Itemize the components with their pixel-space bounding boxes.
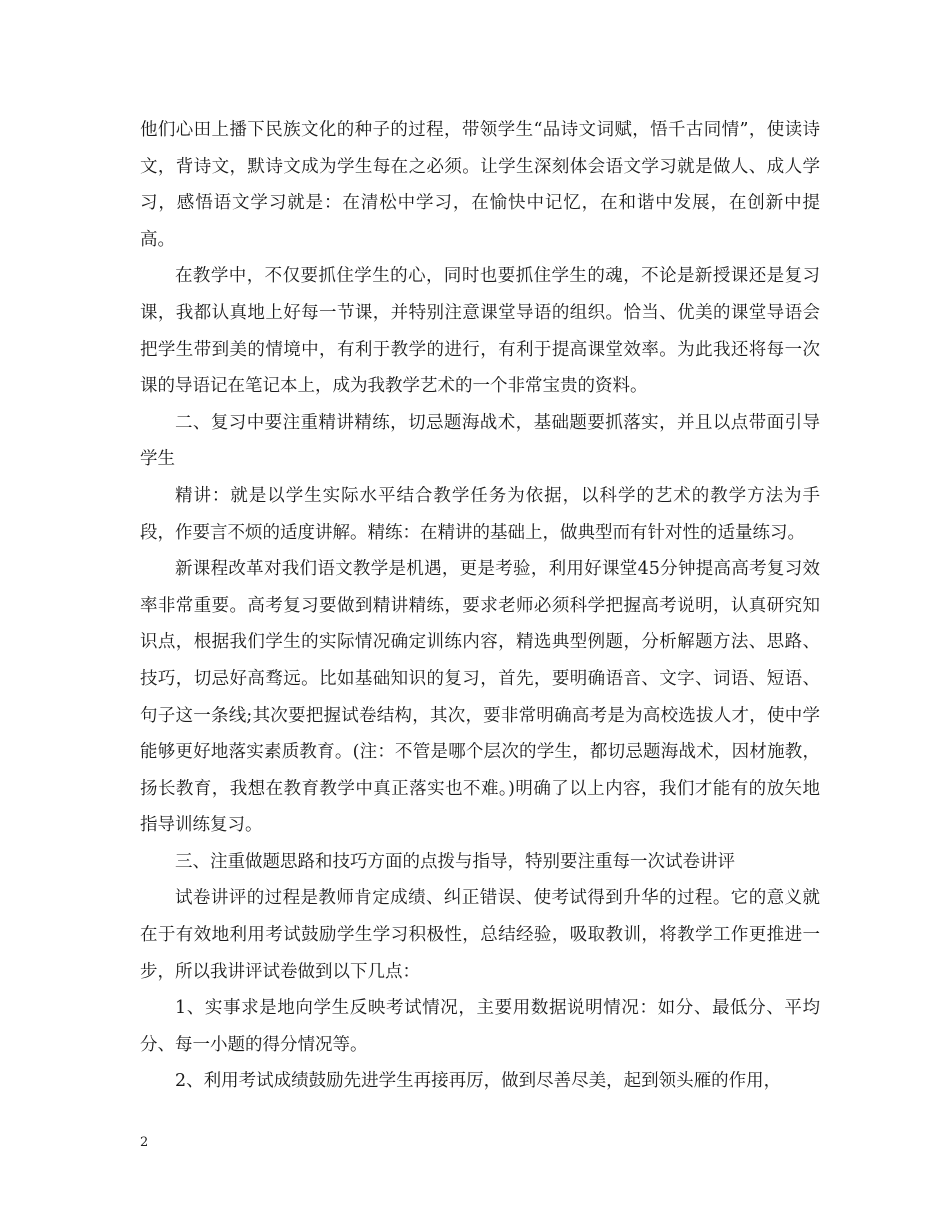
paragraph-3: 精讲：就是以学生实际水平结合教学任务为依据，以科学的艺术的教学方法为手段，作要言不烦的适度讲解。精练：在精讲的基础上，做典型而有针对性的适量练习。 — [140, 485, 820, 543]
paragraph-4: 新课程改革对我们语文教学是机遇，更是考验，利用好课堂45分钟提高高考复习效率非常重要。高考复习要做到精讲精练，要求老师必须科学把握高考说明，认真研究知识点，根据我们学生的实际情况确定训练内容，精选典型例题，分析解题方法、思路、技巧，切忌好高骛远。比如基础知识的复习，首先，要明确语音、文字、词语、短语、句子这一条线;其次要把握试卷结构，其次，要非常明确高考是为高校选拔人才，使中学能够更好地落实素质教育。(注：不管是哪个层次的学生，都切忌题海战术，因材施教，扬长教育，我想在教育教学中真正落实也不难。)明确了以上内容，我们才能有的放矢地指导训练复习。 — [140, 559, 820, 836]
page-number: 2 — [140, 1135, 149, 1150]
section-heading-3: 三、注重做题思路和技巧方面的点拨与指导，特别要注重每一次试卷讲评 — [175, 851, 735, 872]
paragraph-2: 在教学中，不仅要抓住学生的心，同时也要抓住学生的魂，不论是新授课还是复习课，我都认真地上好每一节课，并特别注意课堂导语的组织。恰当、优美的课堂导语会把学生带到美的情境中，有利于教学的进行，有利于提高课堂效率。为此我还将每一次课的导语记在笔记本上，成为我教学艺术的一个非常宝贵的资料。 — [140, 266, 820, 397]
paragraph-5: 试卷讲评的过程是教师肯定成绩、纠正错误、使考试得到升华的过程。它的意义就在于有效地利用考试鼓励学生学习积极性，总结经验，吸取教训，将教学工作更推进一步，所以我讲评试卷做到以下几点： — [140, 888, 820, 982]
section-heading-2: 二、复习中要注重精讲精练，切忌题海战术，基础题要抓落实，并且以点带面引导学生 — [140, 412, 820, 470]
document-body — [140, 112, 820, 1100]
list-item-1: 1、实事求是地向学生反映考试情况，主要用数据说明情况：如分、最低分、平均分、每一小题的得分情况等。 — [140, 998, 820, 1055]
paragraph-1: 他们心田上播下民族文化的种子的过程，带领学生“品诗文词赋，悟千古同情”，使读诗文，背诗文，默诗文成为学生每在之必须。让学生深刻体会语文学习就是做人、成人学习，感悟语文学习就是：在清松中学习，在愉快中记忆，在和谐中发展，在创新中提高。 — [140, 120, 820, 250]
list-item-2: 2、利用考试成绩鼓励先进学生再接再厉，做到尽善尽美，起到领头雁的作用， — [175, 1071, 782, 1092]
